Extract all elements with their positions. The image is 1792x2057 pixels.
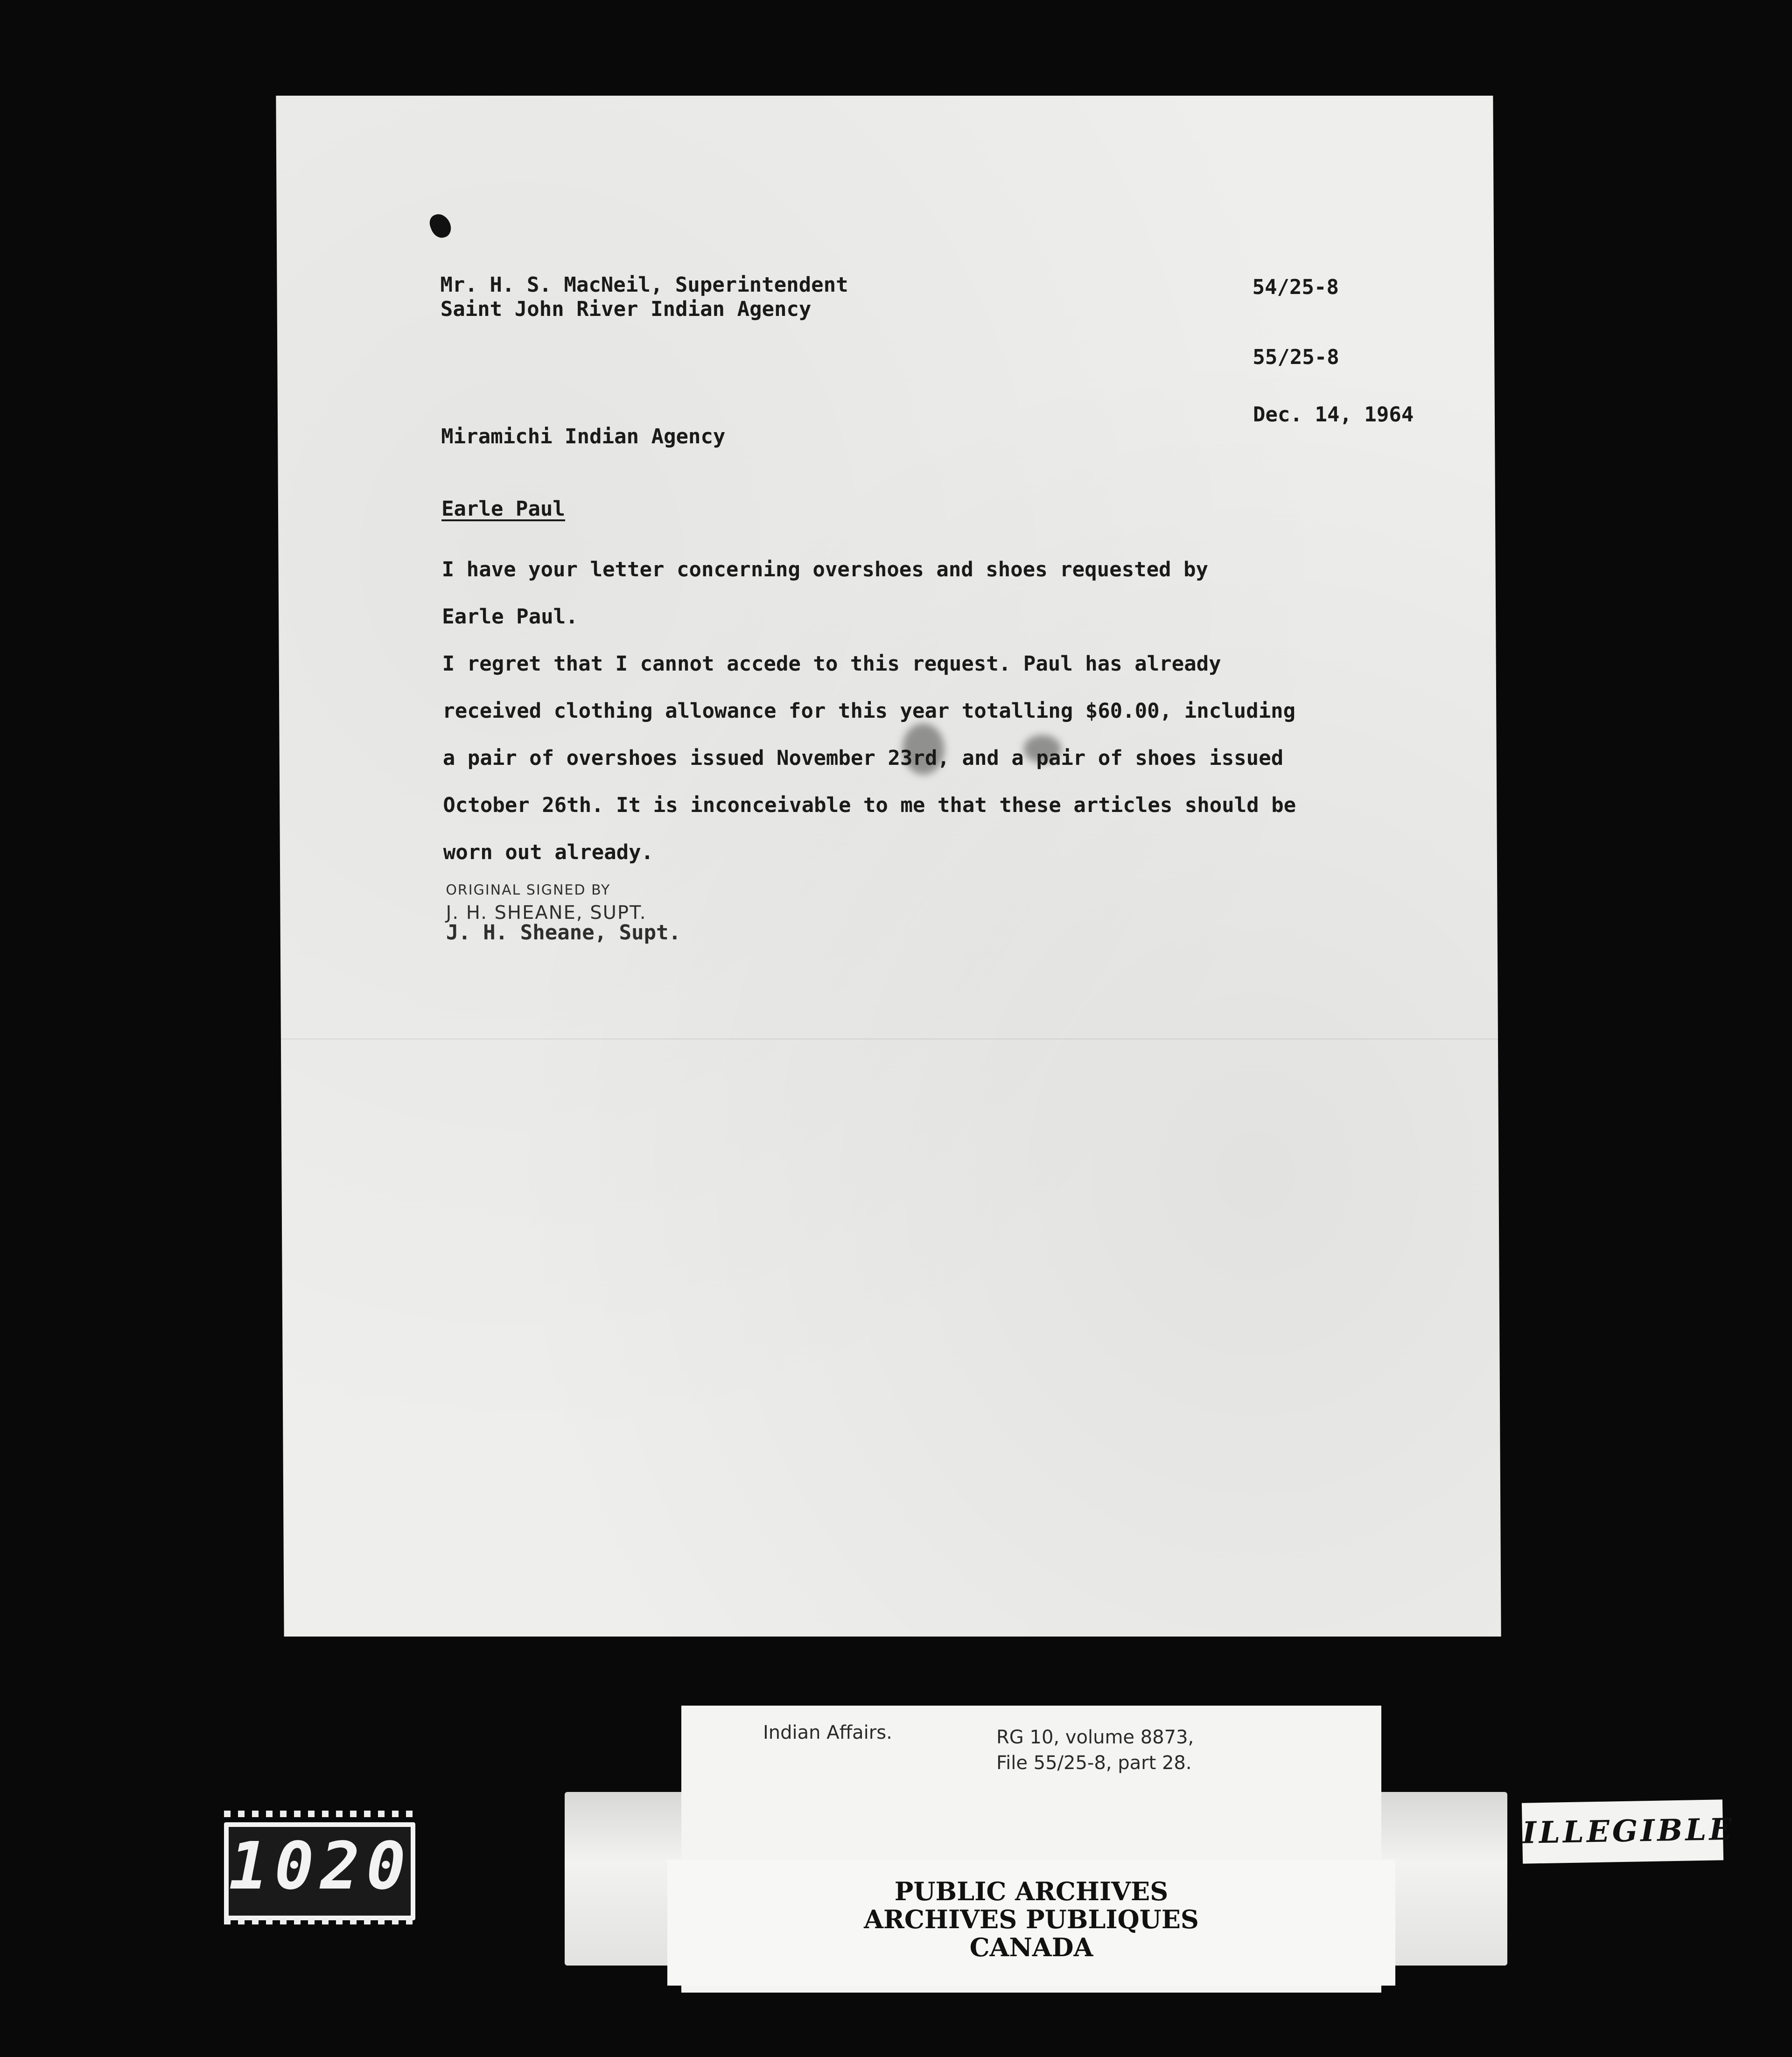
body-line: October 26th. It is inconceivable to me that these articles should be bbox=[443, 793, 1296, 817]
letter-date: Dec. 14, 1964 bbox=[1253, 403, 1414, 427]
archives-line-french: ARCHIVES PUBLIQUES bbox=[864, 1904, 1199, 1934]
sender-agency: Miramichi Indian Agency bbox=[441, 425, 726, 448]
file-reference: 55/25-8 bbox=[1253, 345, 1339, 369]
archives-banner bbox=[667, 1860, 1395, 1986]
letter-body bbox=[441, 546, 1353, 876]
frame-number: 1020 bbox=[224, 1822, 415, 1920]
film-sprocket bbox=[224, 1811, 415, 1817]
archive-reference: File 55/25-8, part 28. bbox=[996, 1752, 1192, 1774]
archives-line-country: CANADA bbox=[969, 1932, 1093, 1962]
signature-stamp bbox=[446, 882, 681, 945]
body-line: I regret that I cannot accede to this request. Paul has already bbox=[442, 652, 1221, 676]
archives-title bbox=[667, 1877, 1395, 1961]
addressee-name: Mr. H. S. MacNeil, Superintendent bbox=[440, 273, 848, 297]
letter-page bbox=[276, 96, 1501, 1637]
body-line: Earle Paul. bbox=[442, 605, 578, 629]
film-sprocket bbox=[224, 1918, 415, 1924]
body-line: received clothing allowance for this year totalling $60.00, including bbox=[442, 699, 1296, 723]
illegible-tag: ILLEGIBLE bbox=[1522, 1799, 1723, 1863]
page-fold bbox=[281, 1038, 1498, 1040]
stamp-name: J. H. SHEANE, SUPT. bbox=[446, 902, 647, 924]
addressee-agency: Saint John River Indian Agency bbox=[440, 297, 812, 321]
stamp-text: ORIGINAL SIGNED BY bbox=[446, 882, 611, 898]
archive-reference: RG 10, volume 8873, bbox=[996, 1727, 1194, 1748]
body-line: I have your letter concerning overshoes and shoes requested by bbox=[441, 558, 1209, 581]
body-line: worn out already. bbox=[443, 840, 654, 864]
signature-line: J. H. Sheane, Supt. bbox=[446, 921, 681, 945]
department-label: Indian Affairs. bbox=[763, 1722, 892, 1743]
subject-line: Earle Paul bbox=[441, 497, 566, 521]
archives-line-english: PUBLIC ARCHIVES bbox=[894, 1876, 1169, 1906]
file-reference: 54/25-8 bbox=[1252, 275, 1339, 299]
body-line: a pair of overshoes issued November 23rd, and a pair of shoes issued bbox=[442, 746, 1284, 770]
ink-blot bbox=[427, 211, 454, 240]
